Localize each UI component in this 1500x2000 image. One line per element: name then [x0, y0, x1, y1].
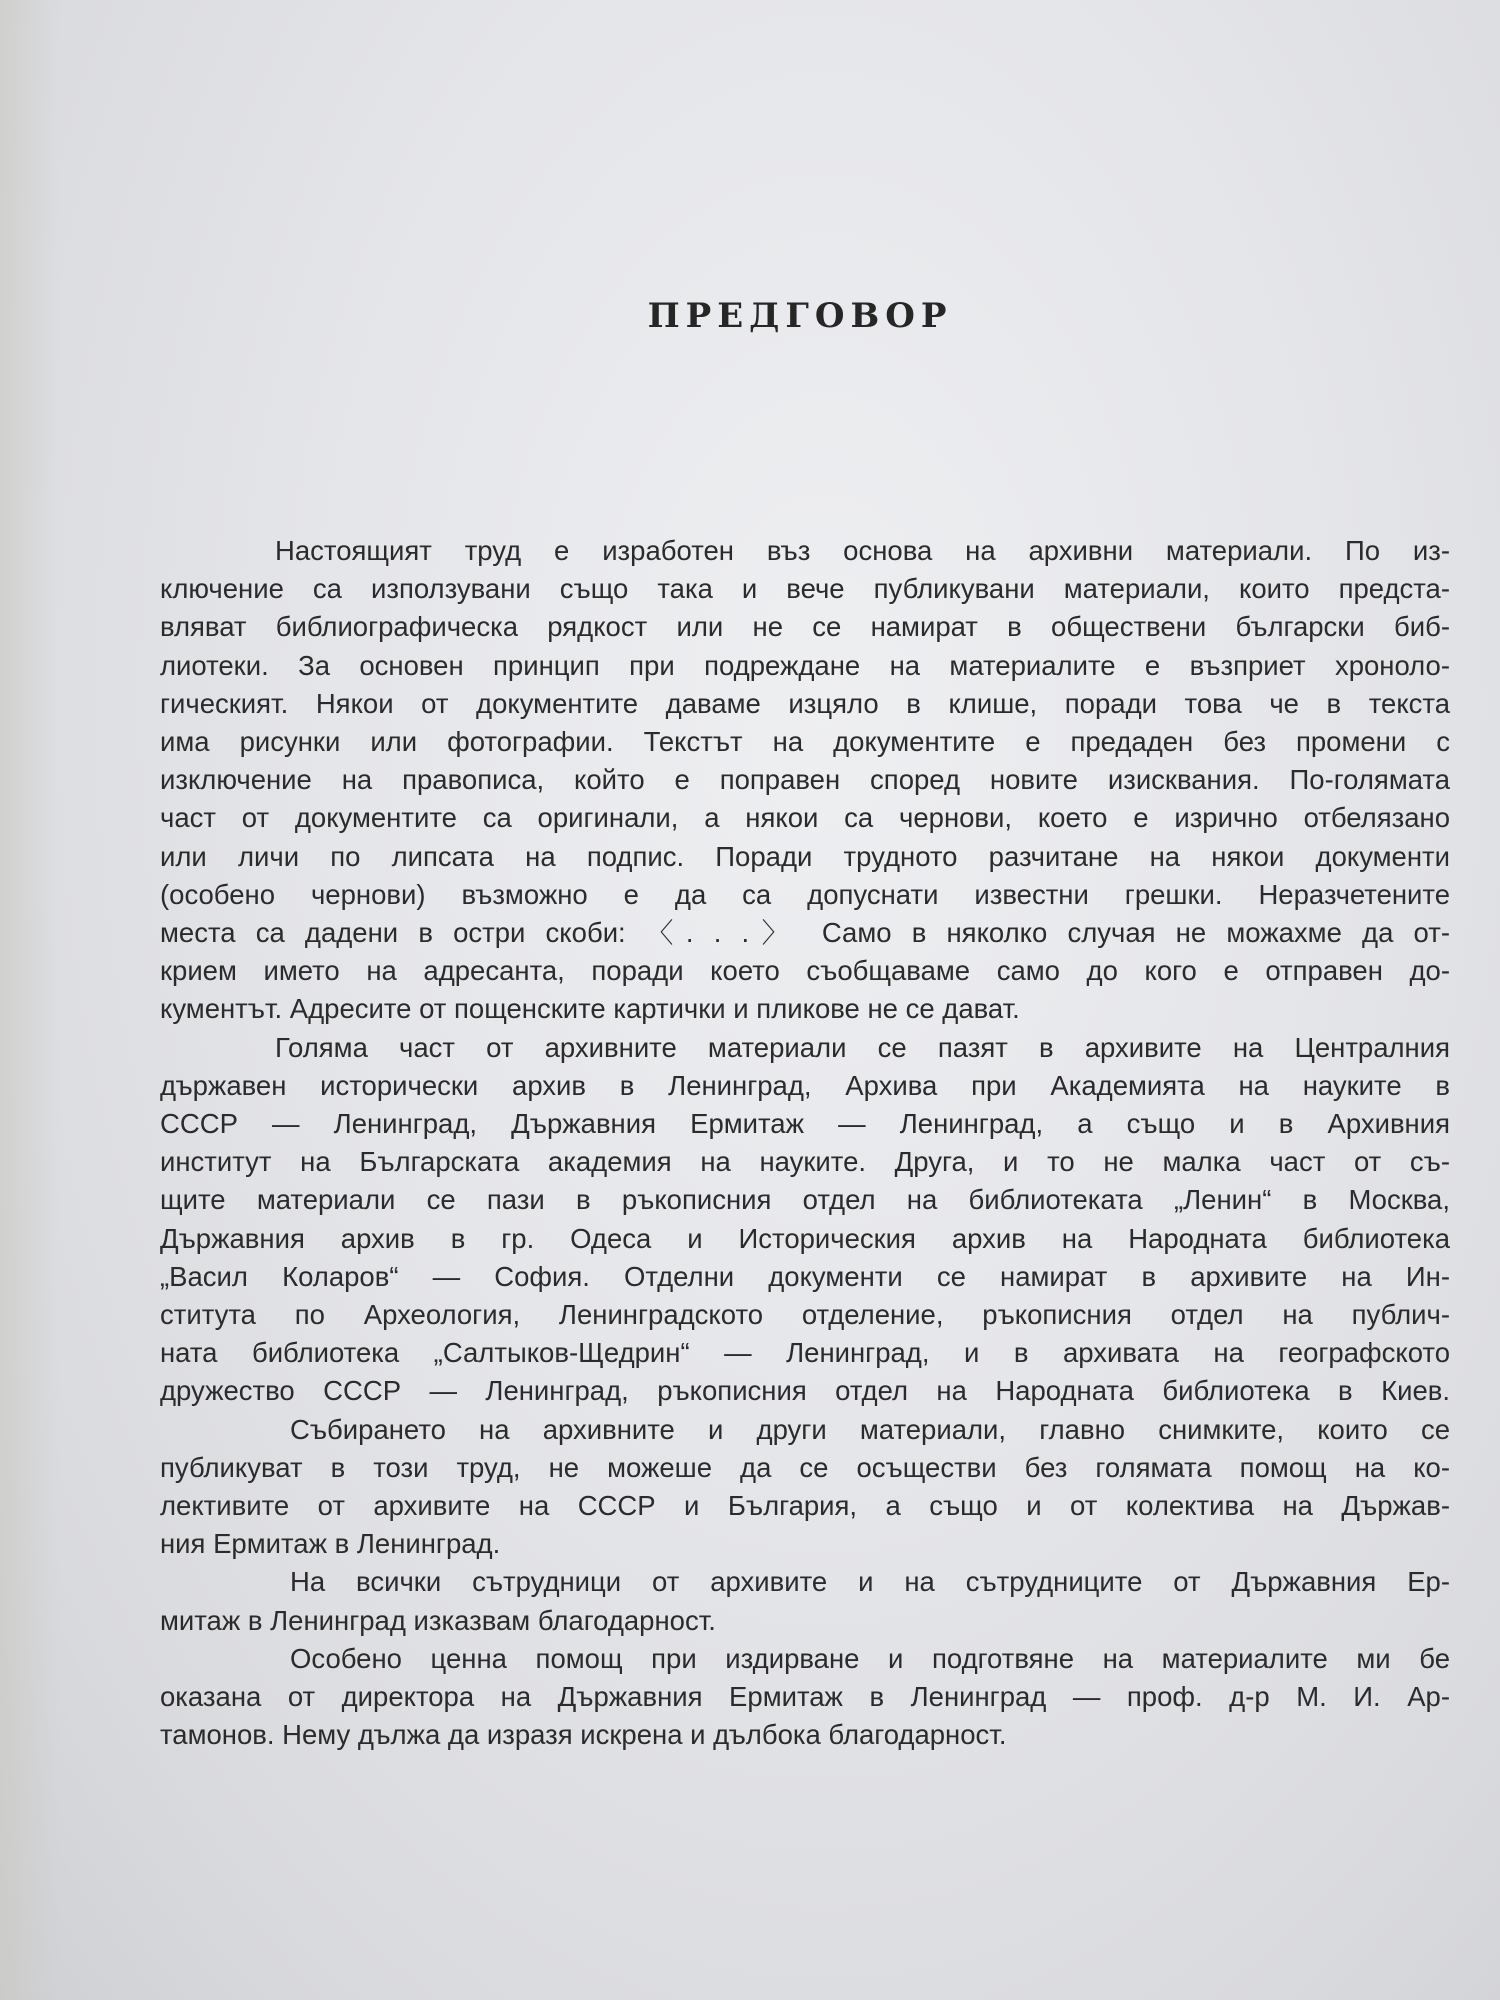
- text-line: (особено чернови) възможно е да са допуснати известни грешки. Неразчетените: [160, 878, 1450, 910]
- text-line: вляват библиографическа рядкост или не се намират в обществени български биб-: [160, 611, 1450, 643]
- text-line: оказана от директора на Държавния Ермитаж в Ленинград — проф. д-р М. И. Ар-: [160, 1681, 1450, 1713]
- body-text: [160, 532, 1450, 1755]
- text-line: лиотеки. За основен принцип при подреждане на материалите е възприет хроноло-: [160, 649, 1450, 681]
- text-line: Събирането на архивните и други материали, главно снимките, които се: [290, 1413, 1450, 1445]
- text-line: места са дадени в остри скоби: 〈. . .〉 Само в няколко случая не можахме да от-: [160, 917, 1450, 949]
- page-title: ПРЕДГОВОР: [647, 296, 953, 336]
- text-line: крием името на адресанта, поради което съобщаваме само до кого е отправен до-: [160, 955, 1450, 987]
- text-line: ния Ермитаж в Ленинград.: [160, 1528, 501, 1560]
- text-line: има рисунки или фотографии. Текстът на документите е предаден без промени с: [160, 726, 1450, 758]
- text-line: гическият. Някои от документите даваме изцяло в клише, поради това че в текста: [160, 687, 1450, 719]
- text-line: част от документите са оригинали, а някои са чернови, което е изрично отбелязано: [160, 802, 1450, 834]
- text-line: Държавния архив в гр. Одеса и Историческия архив на Народната библиотека: [160, 1222, 1450, 1254]
- text-line: ната библиотека „Салтыков-Щедрин“ — Ленинград, и в архивата на географското: [160, 1337, 1450, 1369]
- paragraph-3: [160, 1411, 1450, 1564]
- text-line: Голяма част от архивните материали се пазят в архивите на Централния: [275, 1031, 1450, 1063]
- text-line: ключение са използувани също така и вече публикувани материали, които предста-: [160, 573, 1450, 605]
- text-line: лективите от архивите на СССР и България, а също и от колектива на Държав-: [160, 1490, 1450, 1522]
- paragraph-4: [160, 1563, 1450, 1639]
- text-line: Настоящият труд е изработен въз основа на архивни материали. По из-: [275, 535, 1450, 566]
- text-line: държавен исторически архив в Ленинград, Архива при Академията на науките в: [160, 1069, 1450, 1101]
- text-line: ститута по Археология, Ленинградското отделение, ръкописния отдел на публич-: [160, 1299, 1450, 1331]
- text-line: Особено ценна помощ при издирване и подготвяне на материалите ми бе: [290, 1642, 1450, 1674]
- text-line: институт на Българската академия на науките. Друга, и то не малка част от съ-: [160, 1146, 1450, 1178]
- text-line: СССР — Ленинград, Държавния Ермитаж — Ленинград, а също и в Архивния: [160, 1108, 1450, 1140]
- text-line: тамонов. Нему дължа да изразя искрена и дълбока благодарност.: [160, 1719, 1007, 1751]
- text-line: щите материали се пази в ръкописния отдел на библиотеката „Ленин“ в Москва,: [160, 1184, 1450, 1216]
- paragraph-2: [160, 1029, 1450, 1411]
- paragraph-1: [160, 532, 1450, 1029]
- text-line: „Васил Коларов“ — София. Отделни документи се намират в архивите на Ин-: [160, 1260, 1450, 1292]
- text-line: дружество СССР — Ленинград, ръкописния отдел на Народната библиотека в Киев.: [160, 1375, 1450, 1407]
- paragraph-5: [160, 1640, 1450, 1755]
- text-line: публикуват в този труд, не можеше да се осъществи без голямата помощ на ко-: [160, 1451, 1450, 1483]
- text-line: или личи по липсата на подпис. Поради трудното разчитане на някои документи: [160, 840, 1450, 872]
- text-line: митаж в Ленинград изказвам благодарност.: [160, 1604, 716, 1636]
- text-line: изключение на правописа, който е поправен според новите изисквания. По-голямата: [160, 764, 1450, 796]
- text-line: На всички сътрудници от архивите и на сътрудниците от Държавния Ер-: [290, 1566, 1450, 1598]
- text-line: кументът. Адресите от пощенските картички и пликове не се дават.: [160, 993, 1020, 1025]
